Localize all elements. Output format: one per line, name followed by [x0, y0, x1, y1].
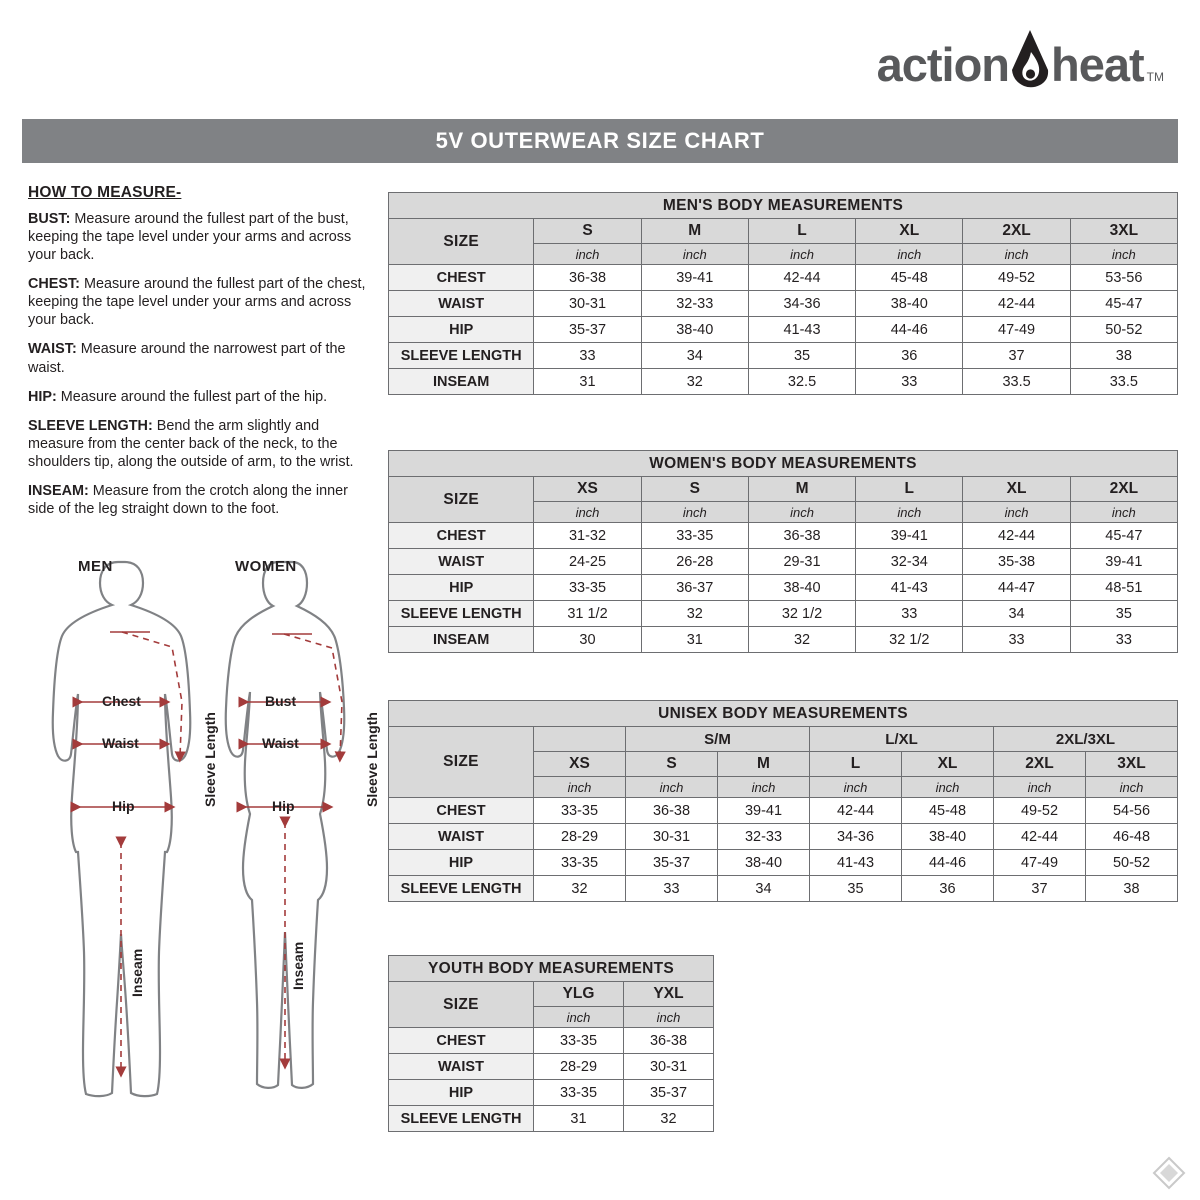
table-header-row [389, 982, 714, 1007]
measure-term-waist: WAIST: [28, 341, 77, 358]
womens-inseam-2xl: 33 [1070, 627, 1177, 653]
unisex-unit-xs: inch [534, 777, 626, 798]
unisex-waist-2xl: 42-44 [994, 824, 1086, 850]
unisex-table-caption: UNISEX BODY MEASUREMENTS [389, 701, 1178, 727]
male-label-sleeve-length: Sleeve Length [202, 712, 218, 807]
womens-waist-xl: 35-38 [963, 549, 1070, 575]
womens-row-label-inseam: INSEAM [389, 627, 534, 653]
womens-row-label-waist: WAIST [389, 549, 534, 575]
womens-chest-2xl: 45-47 [1070, 523, 1177, 549]
womens-col-xs: XS [534, 477, 641, 502]
male-label-inseam: Inseam [129, 948, 145, 997]
womens-sleeve-xs: 31 1/2 [534, 601, 641, 627]
unisex-row-label-sleeve: SLEEVE LENGTH [389, 876, 534, 902]
body-figures [20, 552, 380, 1142]
womens-hip-m: 38-40 [748, 575, 855, 601]
mens-unit-m: inch [641, 244, 748, 265]
unisex-row-label-hip: HIP [389, 850, 534, 876]
womens-sleeve-2xl: 35 [1070, 601, 1177, 627]
table-row [389, 798, 1178, 824]
page-title: 5V OUTERWEAR SIZE CHART [22, 119, 1178, 163]
table-row [389, 850, 1178, 876]
unisex-waist-l: 34-36 [810, 824, 902, 850]
unisex-group-lxl: L/XL [810, 727, 994, 752]
mens-sleeve-l: 35 [748, 343, 855, 369]
figures-illustration [20, 552, 380, 1142]
measure-item-bust [28, 210, 368, 264]
womens-waist-l: 32-34 [856, 549, 963, 575]
mens-chest-2xl: 49-52 [963, 265, 1070, 291]
womens-sleeve-xl: 34 [963, 601, 1070, 627]
mens-row-label-sleeve: SLEEVE LENGTH [389, 343, 534, 369]
mens-table-caption: MEN'S BODY MEASUREMENTS [389, 193, 1178, 219]
mens-col-xl: XL [856, 219, 963, 244]
unisex-chest-l: 42-44 [810, 798, 902, 824]
table-header-row [389, 477, 1178, 502]
unisex-sleeve-3xl: 38 [1086, 876, 1178, 902]
male-label-chest: Chest [102, 693, 141, 709]
womens-hip-xs: 33-35 [534, 575, 641, 601]
how-to-measure-heading: HOW TO MEASURE- [28, 184, 182, 201]
brand-logo [876, 26, 1164, 91]
womens-chest-xl: 42-44 [963, 523, 1070, 549]
womens-row-label-chest: CHEST [389, 523, 534, 549]
mens-chest-3xl: 53-56 [1070, 265, 1177, 291]
mens-measurements-table [388, 192, 1178, 395]
womens-hip-s: 36-37 [641, 575, 748, 601]
mens-hip-2xl: 47-49 [963, 317, 1070, 343]
table-caption-row [389, 451, 1178, 477]
mens-inseam-xl: 33 [856, 369, 963, 395]
table-row [389, 575, 1178, 601]
measure-item-chest [28, 275, 368, 329]
mens-unit-s: inch [534, 244, 641, 265]
unisex-col-xs: XS [534, 752, 626, 777]
mens-inseam-3xl: 33.5 [1070, 369, 1177, 395]
womens-inseam-m: 32 [748, 627, 855, 653]
unisex-hip-2xl: 47-49 [994, 850, 1086, 876]
female-label-waist: Waist [262, 735, 299, 751]
measure-item-hip [28, 388, 368, 406]
unisex-hip-xs: 33-35 [534, 850, 626, 876]
unisex-unit-3xl: inch [1086, 777, 1178, 798]
mens-unit-2xl: inch [963, 244, 1070, 265]
mens-chest-s: 36-38 [534, 265, 641, 291]
womens-col-2xl: 2XL [1070, 477, 1177, 502]
womens-measurements-table [388, 450, 1178, 653]
womens-inseam-s: 31 [641, 627, 748, 653]
unisex-col-2xl: 2XL [994, 752, 1086, 777]
table-row [389, 601, 1178, 627]
womens-col-xl: XL [963, 477, 1070, 502]
youth-hip-yxl: 35-37 [624, 1080, 714, 1106]
womens-hip-xl: 44-47 [963, 575, 1070, 601]
youth-chest-yxl: 36-38 [624, 1028, 714, 1054]
womens-row-label-sleeve: SLEEVE LENGTH [389, 601, 534, 627]
measure-term-hip: HIP: [28, 388, 57, 405]
mens-hip-3xl: 50-52 [1070, 317, 1177, 343]
unisex-chest-3xl: 54-56 [1086, 798, 1178, 824]
measure-text-sleeve: Bend the arm slightly and measure from the center back of the neck, to the shoulders tip, along the outside of arm, to the wrist. [28, 417, 354, 471]
unisex-chest-xs: 33-35 [534, 798, 626, 824]
mens-waist-2xl: 42-44 [963, 291, 1070, 317]
table-caption-row [389, 701, 1178, 727]
unisex-measurements-table [388, 700, 1178, 902]
measure-text-chest: Measure around the fullest part of the chest, keeping the tape level under your arms and across your back. [28, 275, 366, 329]
table-row [389, 824, 1178, 850]
female-label-bust: Bust [265, 693, 297, 709]
trademark-mark: TM [1146, 70, 1164, 84]
table-row [389, 1054, 714, 1080]
table-group-row [389, 727, 1178, 752]
unisex-unit-m: inch [718, 777, 810, 798]
unisex-chest-2xl: 49-52 [994, 798, 1086, 824]
table-row [389, 317, 1178, 343]
table-caption-row [389, 193, 1178, 219]
youth-waist-yxl: 30-31 [624, 1054, 714, 1080]
mens-waist-s: 30-31 [534, 291, 641, 317]
mens-chest-xl: 45-48 [856, 265, 963, 291]
womens-unit-s: inch [641, 502, 748, 523]
unisex-sleeve-l: 35 [810, 876, 902, 902]
womens-chest-l: 39-41 [856, 523, 963, 549]
unisex-col-l: L [810, 752, 902, 777]
womens-chest-s: 33-35 [641, 523, 748, 549]
unisex-hip-3xl: 50-52 [1086, 850, 1178, 876]
mens-inseam-m: 32 [641, 369, 748, 395]
table-row [389, 1106, 714, 1132]
youth-chest-ylg: 33-35 [534, 1028, 624, 1054]
youth-row-label-chest: CHEST [389, 1028, 534, 1054]
womens-unit-2xl: inch [1070, 502, 1177, 523]
womens-sleeve-m: 32 1/2 [748, 601, 855, 627]
measure-text-waist: Measure around the narrowest part of the waist. [28, 341, 346, 376]
flame-icon [1010, 30, 1050, 88]
table-header-row [389, 219, 1178, 244]
table-row [389, 291, 1178, 317]
female-label-hip: Hip [272, 798, 295, 814]
figure-caption-women: WOMEN [235, 558, 297, 575]
womens-inseam-xs: 30 [534, 627, 641, 653]
mens-unit-xl: inch [856, 244, 963, 265]
mens-sleeve-xl: 36 [856, 343, 963, 369]
figure-caption-men: MEN [78, 558, 113, 575]
womens-hip-l: 41-43 [856, 575, 963, 601]
mens-sleeve-2xl: 37 [963, 343, 1070, 369]
youth-unit-ylg: inch [534, 1007, 624, 1028]
youth-row-label-hip: HIP [389, 1080, 534, 1106]
table-row [389, 265, 1178, 291]
unisex-sleeve-2xl: 37 [994, 876, 1086, 902]
mens-col-l: L [748, 219, 855, 244]
brand-name-heat: heat [1051, 38, 1144, 91]
womens-col-m: M [748, 477, 855, 502]
unisex-unit-2xl: inch [994, 777, 1086, 798]
unisex-chest-s: 36-38 [626, 798, 718, 824]
mens-chest-l: 42-44 [748, 265, 855, 291]
womens-inseam-l: 32 1/2 [856, 627, 963, 653]
table-row [389, 369, 1178, 395]
mens-col-s: S [534, 219, 641, 244]
unisex-size-label: SIZE [389, 727, 534, 798]
mens-unit-3xl: inch [1070, 244, 1177, 265]
mens-col-m: M [641, 219, 748, 244]
unisex-col-s: S [626, 752, 718, 777]
mens-waist-3xl: 45-47 [1070, 291, 1177, 317]
measure-item-inseam [28, 482, 368, 518]
mens-hip-l: 41-43 [748, 317, 855, 343]
womens-unit-xl: inch [963, 502, 1070, 523]
womens-sleeve-s: 32 [641, 601, 748, 627]
unisex-chest-m: 39-41 [718, 798, 810, 824]
youth-col-ylg: YLG [534, 982, 624, 1007]
measure-term-sleeve: SLEEVE LENGTH: [28, 417, 153, 434]
measure-item-sleeve [28, 417, 368, 471]
womens-inseam-xl: 33 [963, 627, 1070, 653]
male-label-waist: Waist [102, 735, 139, 751]
female-label-inseam: Inseam [290, 941, 306, 990]
how-to-measure-section [28, 183, 368, 529]
youth-measurements-table [388, 955, 714, 1132]
youth-row-label-waist: WAIST [389, 1054, 534, 1080]
table-row [389, 343, 1178, 369]
female-label-sleeve-length: Sleeve Length [364, 712, 380, 807]
youth-waist-ylg: 28-29 [534, 1054, 624, 1080]
table-row [389, 549, 1178, 575]
womens-chest-xs: 31-32 [534, 523, 641, 549]
table-row [389, 1080, 714, 1106]
mens-row-label-waist: WAIST [389, 291, 534, 317]
womens-sleeve-l: 33 [856, 601, 963, 627]
youth-sleeve-ylg: 31 [534, 1106, 624, 1132]
measure-term-chest: CHEST: [28, 275, 80, 292]
unisex-col-3xl: 3XL [1086, 752, 1178, 777]
womens-chest-m: 36-38 [748, 523, 855, 549]
mens-size-label: SIZE [389, 219, 534, 265]
youth-col-yxl: YXL [624, 982, 714, 1007]
unisex-unit-l: inch [810, 777, 902, 798]
mens-waist-xl: 38-40 [856, 291, 963, 317]
unisex-col-m: M [718, 752, 810, 777]
unisex-sleeve-xs: 32 [534, 876, 626, 902]
measure-term-inseam: INSEAM: [28, 483, 89, 500]
table-caption-row [389, 956, 714, 982]
mens-row-label-chest: CHEST [389, 265, 534, 291]
mens-inseam-2xl: 33.5 [963, 369, 1070, 395]
mens-hip-m: 38-40 [641, 317, 748, 343]
table-row [389, 1028, 714, 1054]
mens-waist-m: 32-33 [641, 291, 748, 317]
unisex-row-label-waist: WAIST [389, 824, 534, 850]
mens-row-label-inseam: INSEAM [389, 369, 534, 395]
mens-unit-l: inch [748, 244, 855, 265]
womens-hip-2xl: 48-51 [1070, 575, 1177, 601]
unisex-hip-s: 35-37 [626, 850, 718, 876]
unisex-unit-s: inch [626, 777, 718, 798]
youth-unit-yxl: inch [624, 1007, 714, 1028]
youth-size-label: SIZE [389, 982, 534, 1028]
mens-hip-s: 35-37 [534, 317, 641, 343]
corner-watermark-icon [1152, 1156, 1186, 1190]
mens-col-2xl: 2XL [963, 219, 1070, 244]
womens-row-label-hip: HIP [389, 575, 534, 601]
mens-sleeve-m: 34 [641, 343, 748, 369]
table-row [389, 627, 1178, 653]
womens-waist-2xl: 39-41 [1070, 549, 1177, 575]
womens-unit-xs: inch [534, 502, 641, 523]
unisex-hip-xl: 44-46 [902, 850, 994, 876]
womens-unit-m: inch [748, 502, 855, 523]
mens-inseam-l: 32.5 [748, 369, 855, 395]
measure-text-hip: Measure around the fullest part of the hip. [56, 388, 328, 405]
unisex-group-blank [534, 727, 626, 752]
table-row [389, 876, 1178, 902]
womens-waist-s: 26-28 [641, 549, 748, 575]
unisex-group-2xl3xl: 2XL/3XL [994, 727, 1178, 752]
womens-col-l: L [856, 477, 963, 502]
unisex-sleeve-xl: 36 [902, 876, 994, 902]
womens-col-s: S [641, 477, 748, 502]
male-figure-outline [53, 562, 191, 1096]
brand-name-action: action [876, 38, 1010, 91]
unisex-sleeve-m: 34 [718, 876, 810, 902]
unisex-unit-xl: inch [902, 777, 994, 798]
womens-table-caption: WOMEN'S BODY MEASUREMENTS [389, 451, 1178, 477]
unisex-col-xl: XL [902, 752, 994, 777]
mens-chest-m: 39-41 [641, 265, 748, 291]
measure-text-inseam: Measure from the crotch along the inner side of the leg straight down to the foot. [28, 483, 348, 518]
womens-size-label: SIZE [389, 477, 534, 523]
male-label-hip: Hip [112, 798, 135, 814]
mens-waist-l: 34-36 [748, 291, 855, 317]
youth-hip-ylg: 33-35 [534, 1080, 624, 1106]
mens-col-3xl: 3XL [1070, 219, 1177, 244]
unisex-chest-xl: 45-48 [902, 798, 994, 824]
unisex-waist-3xl: 46-48 [1086, 824, 1178, 850]
unisex-waist-xs: 28-29 [534, 824, 626, 850]
unisex-waist-xl: 38-40 [902, 824, 994, 850]
youth-row-label-sleeve: SLEEVE LENGTH [389, 1106, 534, 1132]
measure-item-waist [28, 340, 368, 376]
mens-hip-xl: 44-46 [856, 317, 963, 343]
mens-sleeve-3xl: 38 [1070, 343, 1177, 369]
unisex-hip-l: 41-43 [810, 850, 902, 876]
mens-inseam-s: 31 [534, 369, 641, 395]
unisex-waist-m: 32-33 [718, 824, 810, 850]
mens-sleeve-s: 33 [534, 343, 641, 369]
womens-waist-m: 29-31 [748, 549, 855, 575]
unisex-hip-m: 38-40 [718, 850, 810, 876]
youth-sleeve-yxl: 32 [624, 1106, 714, 1132]
table-row [389, 523, 1178, 549]
womens-waist-xs: 24-25 [534, 549, 641, 575]
measure-term-bust: BUST: [28, 210, 71, 227]
mens-row-label-hip: HIP [389, 317, 534, 343]
unisex-group-sm: S/M [626, 727, 810, 752]
unisex-waist-s: 30-31 [626, 824, 718, 850]
unisex-sleeve-s: 33 [626, 876, 718, 902]
womens-unit-l: inch [856, 502, 963, 523]
measure-text-bust: Measure around the fullest part of the bust, keeping the tape level under your arms and across your back. [28, 210, 352, 263]
unisex-row-label-chest: CHEST [389, 798, 534, 824]
youth-table-caption: YOUTH BODY MEASUREMENTS [389, 956, 714, 982]
